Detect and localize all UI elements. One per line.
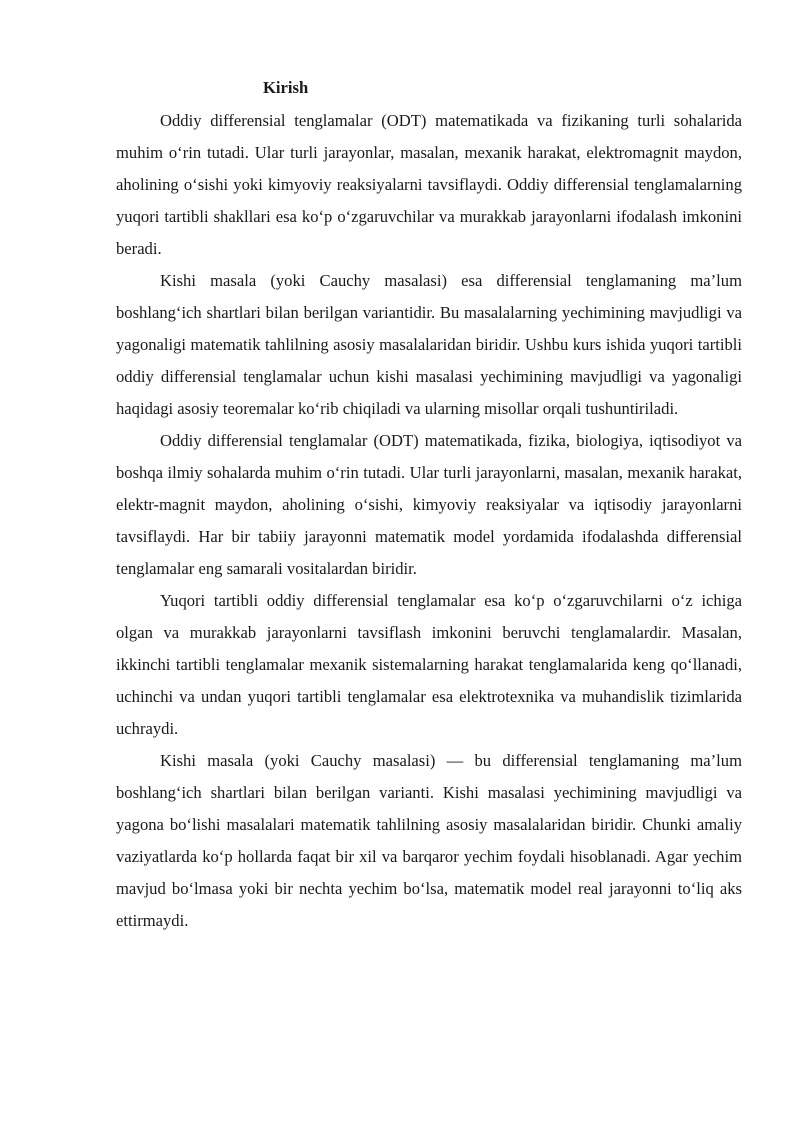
paragraph-4: Yuqori tartibli oddiy differensial tenglamalar esa ko‘p o‘zgaruvchilarni o‘z ichiga olgan va murakkab jarayonlarni tavsiflash imkonini beruvchi tenglamalardir. Masalan, ikkinchi tartibli tenglamalar mexanik sistemalarning harakat tenglamalarida keng qo‘llanadi, uchinchi va undan yuqori tartibli tenglamalar esa elektrotexnika va muhandislik tizimlarida uchraydi. bbox=[116, 591, 742, 738]
paragraph-2: Kishi masala (yoki Cauchy masalasi) esa differensial tenglamaning ma’lum boshlang‘ich shartlari bilan berilgan variantidir. Bu masalalarning yechimining mavjudligi va yagonaligi matematik tahlilning asosiy masalalaridan biridir. Ushbu kurs ishida yuqori tartibli oddiy differensial tenglamalar uchun kishi masalasi yechimining mavjudligi va yagonaligi haqidagi asosiy teoremalar ko‘rib chiqiladi va ularning misollar orqali tushuntiriladi. bbox=[116, 271, 742, 418]
paragraph-5: Kishi masala (yoki Cauchy masalasi) — bu differensial tenglamaning ma’lum boshlang‘ich shartlari bilan berilgan varianti. Kishi masalasi yechimining mavjudligi va yagona bo‘lishi masalalari matematik tahlilning asosiy masalalaridan biridir. Chunki amaliy vaziyatlarda ko‘p hollarda faqat bir xil va barqaror yechim foydali hisoblanadi. Agar yechim mavjud bo‘lmasa yoki bir nechta yechim bo‘lsa, matematik model real jarayonni to‘liq aks ettirmaydi. bbox=[116, 751, 742, 930]
section-heading: Kirish bbox=[263, 78, 309, 97]
document-page bbox=[116, 72, 742, 937]
paragraph-1: Oddiy differensial tenglamalar (ODT) matematikada va fizikaning turli sohalarida muhim o‘rin tutadi. Ular turli jarayonlar, masalan, mexanik harakat, elektromagnit maydon, aholining o‘sishi yoki kimyoviy reaksiyalarni tavsiflaydi. Oddiy differensial tenglamalarning yuqori tartibli shakllari esa ko‘p o‘zgaruvchilar va murakkab jarayonlarni ifodalash imkonini beradi. bbox=[116, 111, 742, 258]
paragraph-3: Oddiy differensial tenglamalar (ODT) matematikada, fizika, biologiya, iqtisodiyot va boshqa ilmiy sohalarda muhim o‘rin tutadi. Ular turli jarayonlarni, masalan, mexanik harakat, elektr-magnit maydon, aholining o‘sishi, kimyoviy reaksiyalar va iqtisodiy jarayonlarni tavsiflaydi. Har bir tabiiy jarayonni matematik model yordamida ifodalashda differensial tenglamalar eng samarali vositalardan biridir. bbox=[116, 431, 742, 578]
